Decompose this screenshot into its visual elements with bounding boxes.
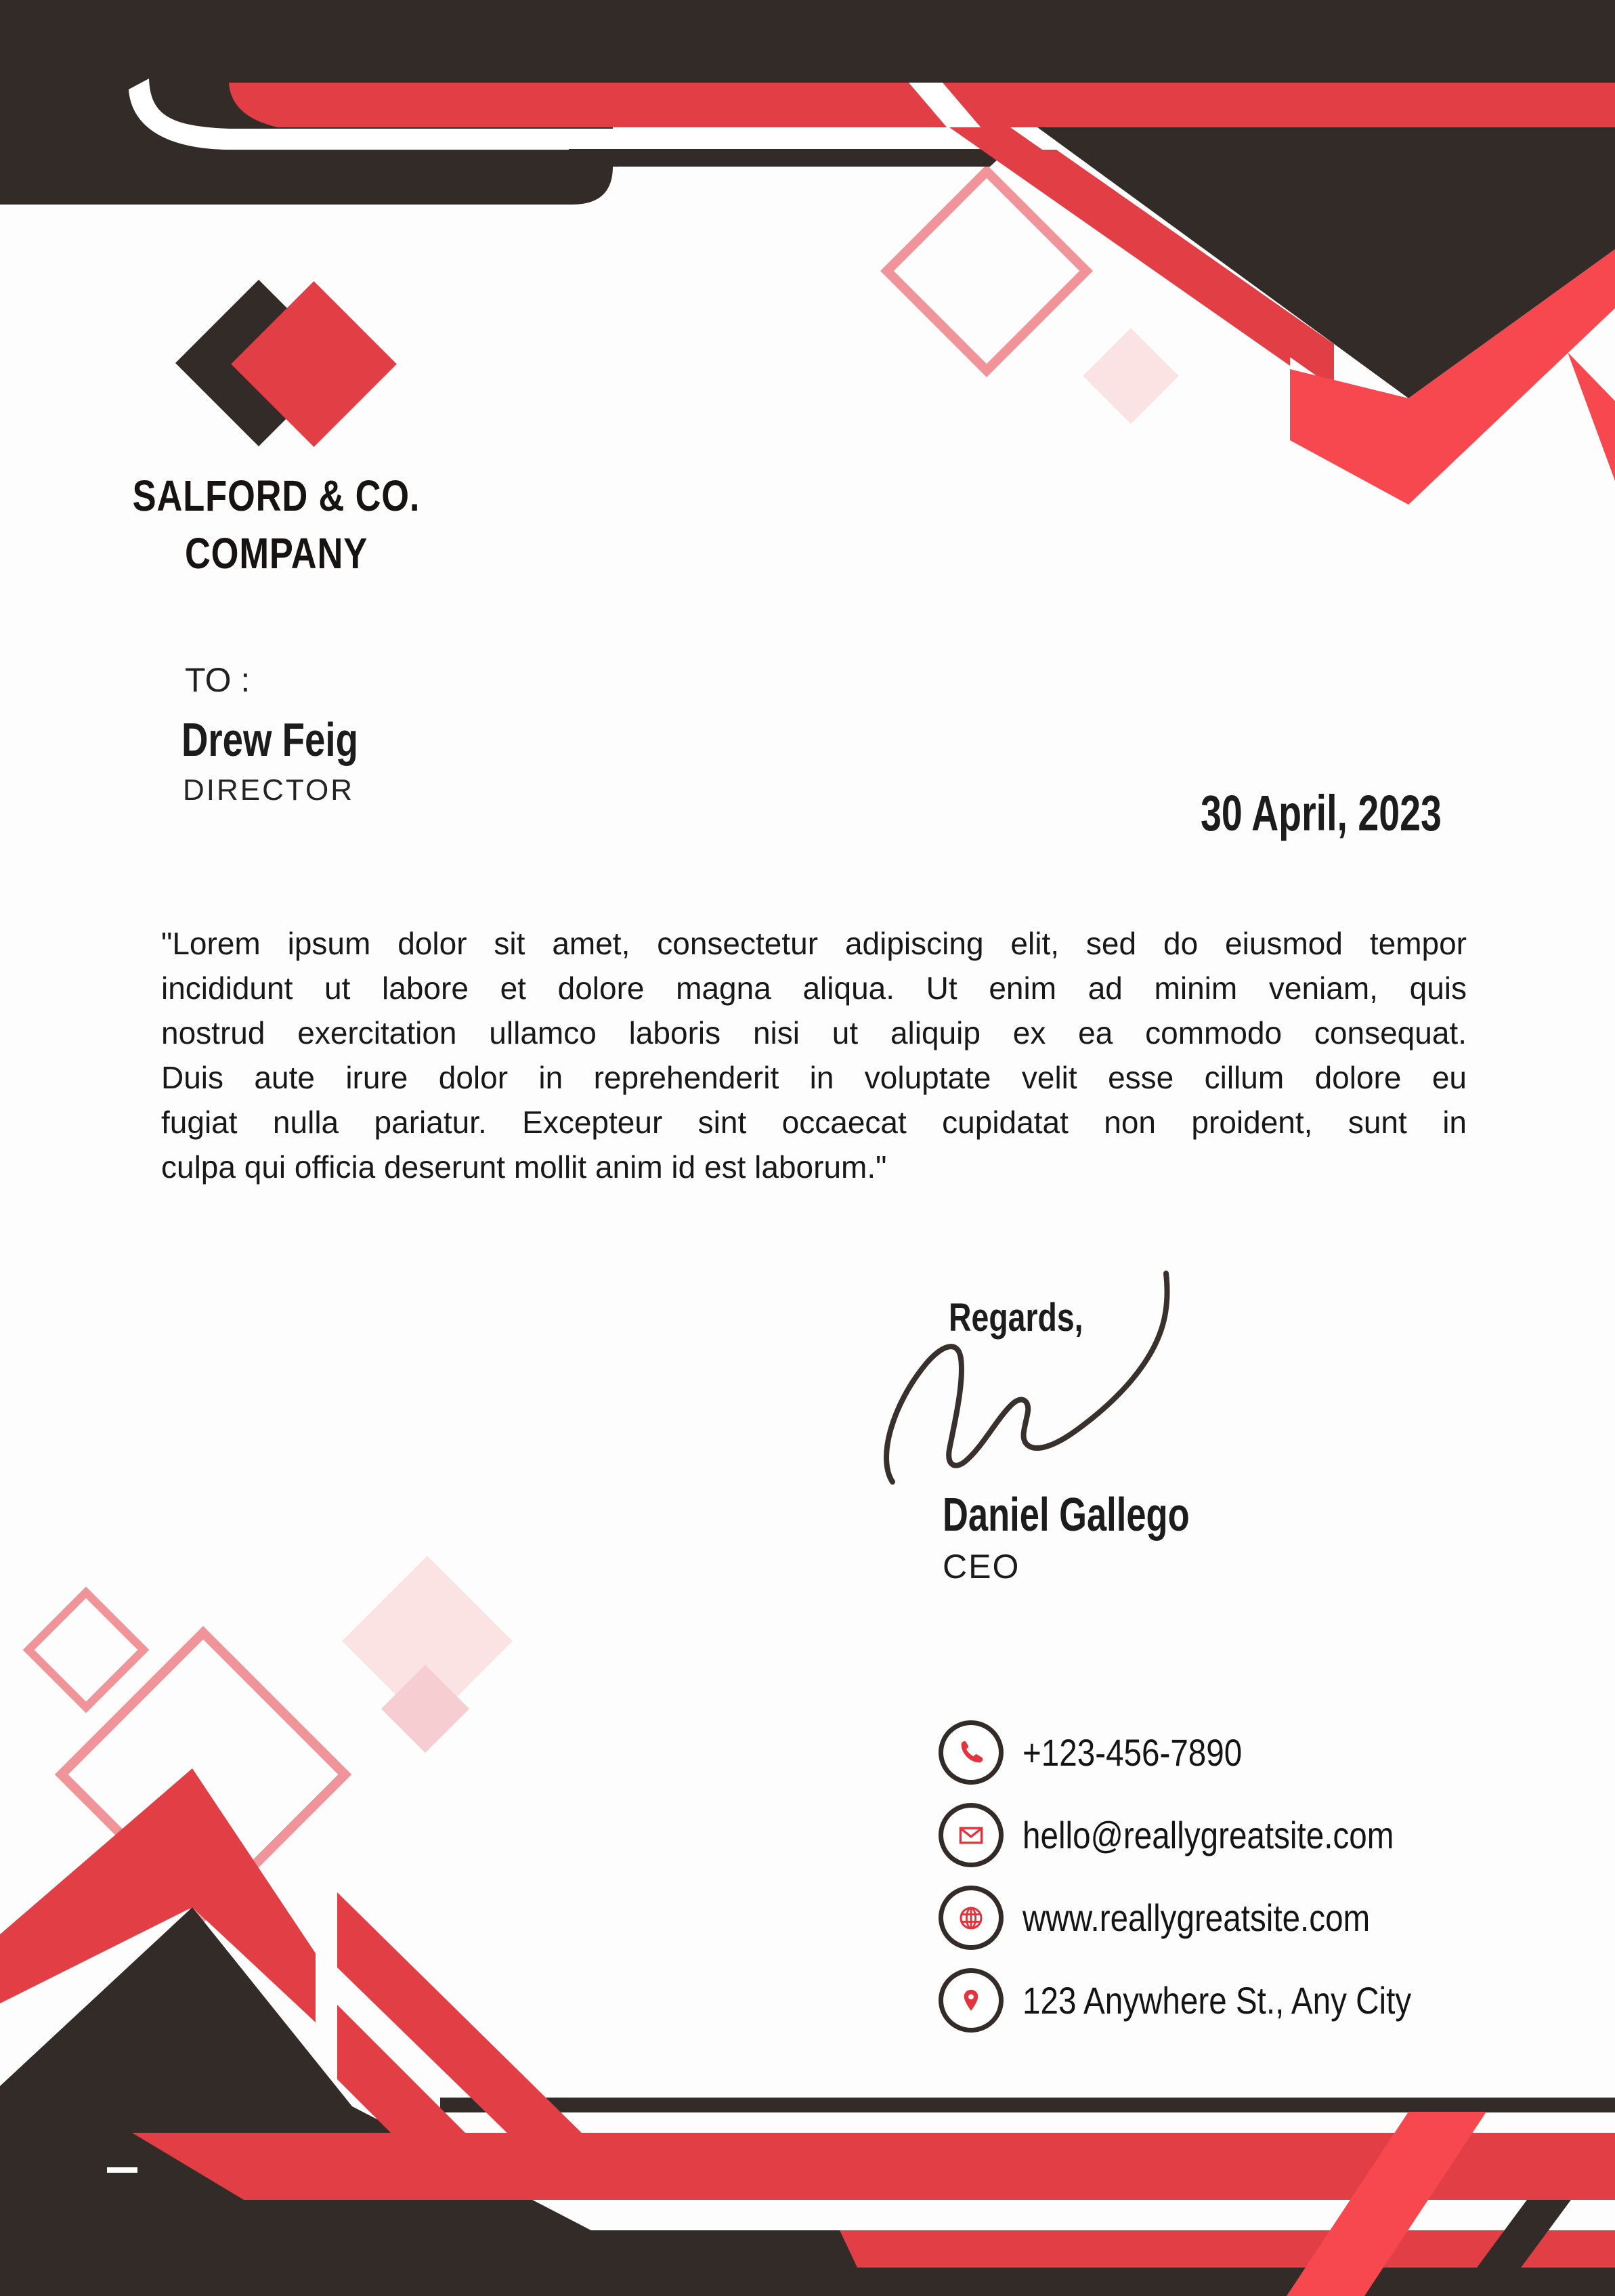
website-url: www.reallygreatsite.com [1022,1896,1371,1939]
body-line: culpa qui officia deserunt mollit anim id est laborum." [161,1149,887,1185]
phone-number: +123-456-7890 [1022,1731,1243,1774]
company-name [110,467,443,582]
body-line: "Lorem ipsum dolor sit amet, consectetur adipiscing elit, sed do eiusmod tempor [161,926,1467,961]
contact-row-website [939,1886,1480,1950]
body-line: Duis aute irure dolor in reprehenderit in voluptate velit esse cillum dolore eu [161,1060,1467,1095]
top-decoration [0,0,1615,522]
company-name-line2: COMPANY [184,529,368,578]
letter-date: 30 April, 2023 [1201,785,1442,841]
recipient-title: DIRECTOR [183,773,354,807]
email-icon [939,1803,1004,1867]
signer-title: CEO [943,1548,1020,1586]
company-name-line1: SALFORD & CO. [132,471,421,520]
closing-text: Regards, [949,1296,1083,1340]
phone-icon [939,1720,1004,1785]
recipient-name: Drew Feig [181,713,358,766]
signature-scribble [867,1258,1192,1502]
contact-row-email [939,1803,1480,1867]
body-line: nostrud exercitation ullamco laboris nisi ut aliquip ex ea commodo consequat. [161,1015,1467,1050]
letter-body [161,921,1467,1189]
contact-list [939,1720,1480,2051]
recipient-label: TO : [185,661,251,699]
location-icon [939,1968,1004,2033]
body-line: incididunt ut labore et dolore magna aliqua. Ut enim ad minim veniam, quis [161,971,1467,1006]
street-address: 123 Anywhere St., Any City [1022,1979,1412,2022]
email-address: hello@reallygreatsite.com [1022,1814,1394,1856]
company-logo [0,0,1,1]
contact-row-address [939,1968,1480,2033]
globe-icon [939,1886,1004,1950]
signer-name: Daniel Gallego [943,1488,1190,1541]
contact-row-phone [939,1720,1480,1785]
body-line: fugiat nulla pariatur. Excepteur sint occaecat cupidatat non proident, sunt in [161,1105,1467,1140]
